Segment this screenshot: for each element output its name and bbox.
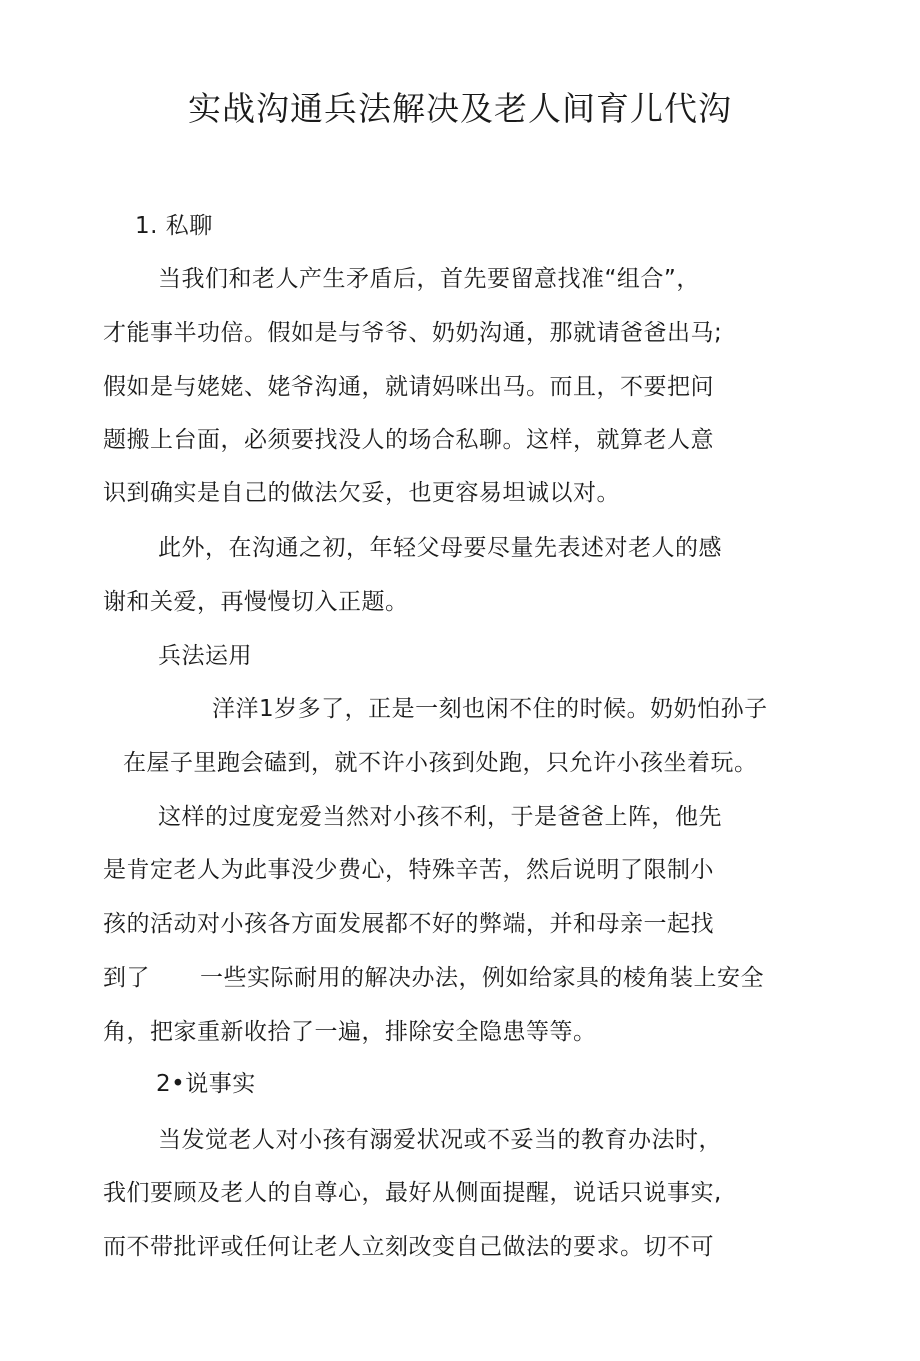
paragraph-line: 我们要顾及老人的自尊心，最好从侧面提醒，说话只说事实,	[103, 1180, 722, 1206]
paragraph-line: 题搬上台面，必须要找没人的场合私聊。这样，就算老人意	[103, 427, 714, 453]
paragraph-line: 在屋子里跑会磕到，就不许小孩到处跑，只允许小孩坐着玩。	[123, 750, 758, 776]
subheading-application: 兵法运用	[158, 643, 252, 669]
paragraph-line: 当发觉老人对小孩有溺爱状况或不妥当的教育办法时，	[158, 1127, 722, 1153]
paragraph-line: 假如是与姥姥、姥爷沟通，就请妈咪出马。而且，不要把问	[103, 374, 714, 400]
paragraph-line: 识到确实是自己的做法欠妥，也更容易坦诚以对。	[103, 480, 620, 506]
paragraph-line: 孩的活动对小孩各方面发展都不好的弊端，并和母亲一起找	[103, 911, 714, 937]
paragraph-line: 到了	[103, 965, 150, 991]
paragraph-line: 才能事半功倍。假如是与爷爷、奶奶沟通，那就请爸爸出马;	[103, 320, 723, 346]
paragraph-line: 这样的过度宠爱当然对小孩不利，于是爸爸上阵，他先	[158, 804, 722, 830]
section-heading-facts: 2•说事实	[156, 1071, 256, 1097]
paragraph-line: 谢和关爱，再慢慢切入正题。	[103, 589, 409, 615]
paragraph-line: 洋洋1岁多了，正是一刻也闲不住的时候。奶奶怕孙子	[212, 696, 768, 722]
paragraph-line: 角，把家重新收拾了一遍，排除安全隐患等等。	[103, 1019, 597, 1045]
paragraph-line: 是肯定老人为此事没少费心，特殊辛苦，然后说明了限制小	[103, 857, 714, 883]
paragraph-line: 此外，在沟通之初，年轻父母要尽量先表述对老人的感	[158, 535, 722, 561]
paragraph-line: 而不带批评或任何让老人立刻改变自己做法的要求。切不可	[103, 1234, 714, 1260]
document-title: 实战沟通兵法解决及老人间育儿代沟	[188, 89, 732, 128]
paragraph-line: 当我们和老人产生矛盾后，首先要留意找准“组合”，	[158, 266, 700, 292]
section-heading-private-chat: 1. 私聊	[135, 213, 213, 239]
paragraph-line: 一些实际耐用的解决办法，例如给家具的棱角装上安全	[200, 965, 764, 991]
